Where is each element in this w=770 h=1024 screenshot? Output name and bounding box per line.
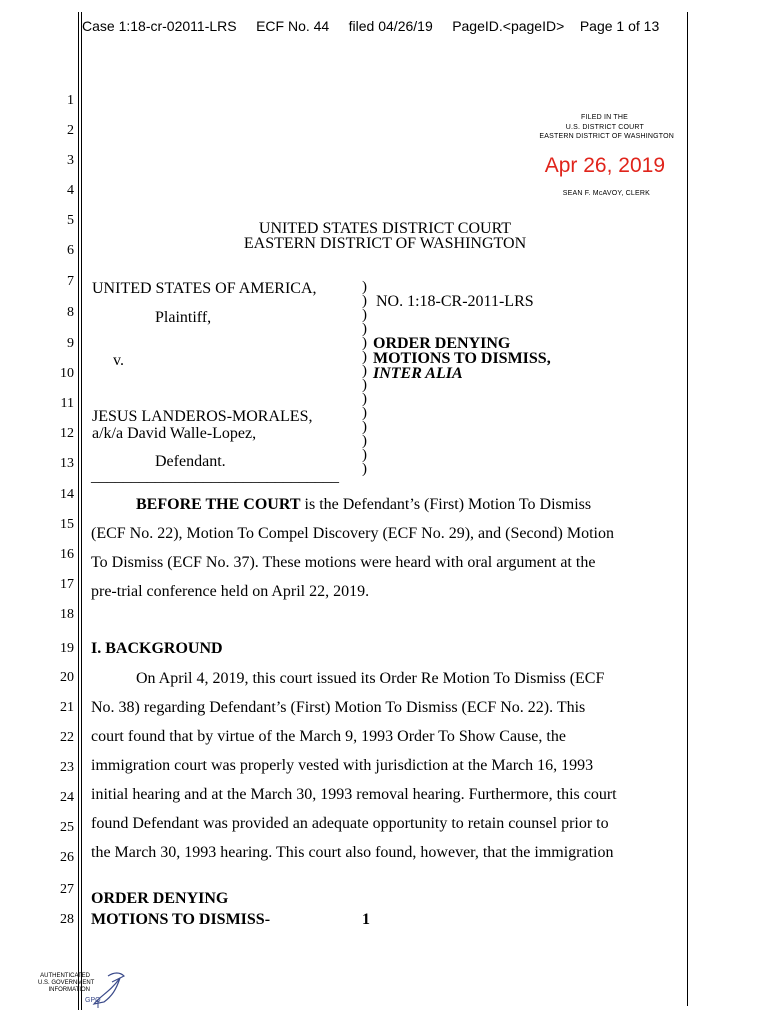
plaintiff-name: UNITED STATES OF AMERICA,: [92, 280, 317, 297]
stamp-district: EASTERN DISTRICT OF WASHINGTON: [539, 133, 674, 140]
line-number: 27: [60, 882, 74, 897]
footer-title-1: ORDER DENYING: [91, 890, 229, 907]
p2-line-4: immigration court was properly vested with jurisdiction at the March 16, 1993: [91, 757, 594, 774]
court-district: EASTERN DISTRICT OF WASHINGTON: [243, 235, 527, 252]
caption-parens: ) ) ) ) ) ) ) ) ) ) ) ) ) ): [362, 279, 367, 477]
p2-line-1: On April 4, 2019, this court issued its Order Re Motion To Dismiss (ECF: [136, 670, 605, 687]
p1-line-1: BEFORE THE COURT is the Defendant’s (First) Motion To Dismiss: [136, 496, 592, 513]
case-header: [82, 18, 659, 34]
case-number: Case 1:18-cr-02011-LRS: [82, 18, 237, 34]
line-number: 8: [67, 305, 74, 320]
filed-date: filed 04/26/19: [348, 18, 433, 34]
caption-signature-line: _______________________________: [91, 468, 339, 485]
section-heading: I. BACKGROUND: [91, 640, 223, 657]
line-number: 2: [67, 123, 74, 138]
page-number: 1: [362, 911, 370, 928]
order-title-3: INTER ALIA: [373, 365, 463, 382]
line-number: 12: [60, 426, 74, 441]
stamp-filed-in: FILED IN THE: [580, 114, 628, 121]
line-number: 4: [67, 183, 74, 198]
line-number: 21: [60, 700, 74, 715]
line-number: 16: [60, 547, 74, 562]
p1-line-2: (ECF No. 22), Motion To Compel Discovery (ECF No. 29), and (Second) Motion: [91, 525, 614, 542]
line-number: 28: [60, 912, 74, 927]
line-number: 11: [60, 396, 74, 411]
order-title-2: MOTIONS TO DISMISS,: [373, 350, 551, 367]
line-number: 26: [60, 850, 74, 865]
line-number: 9: [67, 336, 74, 351]
stamp-court: U.S. DISTRICT COURT: [565, 124, 644, 131]
p2-line-3: court found that by virtue of the March 9, 1993 Order To Show Cause, the: [91, 728, 566, 745]
before-the-court: BEFORE THE COURT: [136, 496, 301, 513]
line-number: 18: [60, 607, 74, 622]
page-id: PageID.<pageID>: [452, 18, 565, 34]
line-number: 25: [60, 820, 74, 835]
defendant-role: Defendant.: [155, 453, 226, 470]
line-number: 14: [60, 487, 74, 502]
p2-line-7: the March 30, 1993 hearing. This court also found, however, that the immigration: [91, 844, 614, 861]
p2-line-2: No. 38) regarding Defendant’s (First) Motion To Dismiss (ECF No. 22). This: [91, 699, 586, 716]
stamp-clerk: SEAN F. McAVOY, CLERK: [562, 190, 650, 197]
eagle-icon: [90, 970, 128, 1010]
p1-line-4: pre-trial conference held on April 22, 2019.: [91, 583, 370, 600]
line-number: 20: [60, 670, 74, 685]
line-number: 1: [67, 93, 74, 108]
line-number: 17: [60, 577, 74, 592]
line-number: 22: [60, 730, 74, 745]
stamp-date: Apr 26, 2019: [544, 154, 665, 177]
line-number: 10: [60, 366, 74, 381]
court-name: UNITED STATES DISTRICT COURT: [258, 220, 512, 237]
line-number: 15: [60, 517, 74, 532]
left-margin-line-inner: [81, 12, 82, 1010]
line-number: 7: [67, 274, 74, 289]
left-margin-line-outer: [78, 12, 79, 1010]
case-no: NO. 1:18-CR-2011-LRS: [376, 293, 534, 310]
defendant-name: JESUS LANDEROS-MORALES,: [92, 408, 313, 425]
p2-line-6: found Defendant was provided an adequate opportunity to retain counsel prior to: [91, 815, 609, 832]
line-number: 5: [67, 213, 74, 228]
p2-line-5: initial hearing and at the March 30, 1993 removal hearing. Furthermore, this court: [91, 786, 617, 803]
footer-title-2: MOTIONS TO DISMISS-: [91, 911, 271, 928]
line-number: 23: [60, 760, 74, 775]
defendant-aka: a/k/a David Walle-Lopez,: [92, 425, 257, 442]
line-number: 13: [60, 456, 74, 471]
right-margin-line: [687, 12, 688, 1006]
p1-line-3: To Dismiss (ECF No. 37). These motions were heard with oral argument at the: [91, 554, 596, 571]
line-number: 19: [60, 641, 74, 656]
line-number: 24: [60, 790, 74, 805]
ecf-number: ECF No. 44: [256, 18, 330, 34]
gpo-mark: GPO: [85, 997, 101, 1004]
page-count: Page 1 of 13: [579, 18, 660, 34]
line-number: 6: [67, 243, 74, 258]
versus: v.: [113, 352, 124, 369]
line-number: 3: [67, 153, 74, 168]
plaintiff-role: Plaintiff,: [155, 309, 212, 326]
order-title-1: ORDER DENYING: [373, 335, 511, 352]
gpo-authentication-logo: AUTHENTICATED U.S. GOVERNMENT INFORMATION GPO: [38, 970, 128, 1010]
